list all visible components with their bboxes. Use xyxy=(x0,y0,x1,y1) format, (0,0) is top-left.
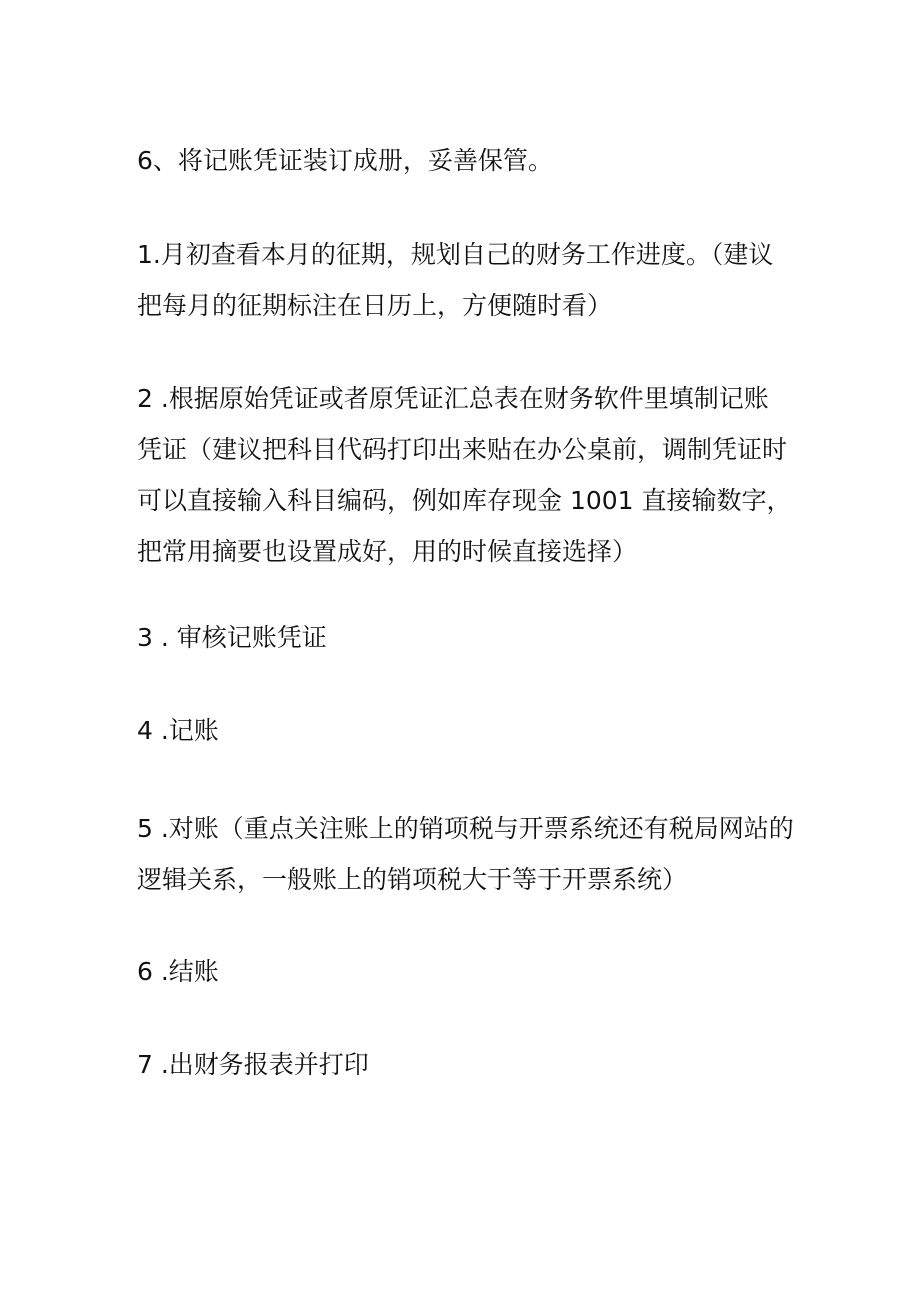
paragraph-1-monthly-tax-period xyxy=(137,229,797,331)
text-line: 可以直接输入科目编码，例如库存现金 1001 直接输数字， xyxy=(137,486,792,515)
paragraph-7-financial-statements xyxy=(137,1039,797,1090)
paragraph-5-reconcile xyxy=(137,803,797,905)
paragraph-4-bookkeeping xyxy=(137,705,797,756)
paragraph-6-close-books xyxy=(137,946,797,997)
paragraph-step6-bind-vouchers xyxy=(137,135,797,186)
text-line: 7 .出财务报表并打印 xyxy=(137,1050,369,1079)
text-line: 逻辑关系，一般账上的销项税大于等于开票系统） xyxy=(137,865,688,894)
paragraph-3-review-vouchers xyxy=(137,612,797,663)
text-line: 3 . 审核记账凭证 xyxy=(137,623,327,652)
text-line: 2 .根据原始凭证或者原凭证汇总表在财务软件里填制记账 xyxy=(137,384,769,413)
text-line: 5 .对账（重点关注账上的销项税与开票系统还有税局网站的 xyxy=(137,814,794,843)
paragraph-2-fill-vouchers xyxy=(137,373,797,577)
text-line: 4 .记账 xyxy=(137,716,219,745)
text-line: 凭证（建议把科目代码打印出来贴在办公桌前，调制凭证时 xyxy=(137,435,788,464)
text-line: 6 .结账 xyxy=(137,957,219,986)
text-line: 把每月的征期标注在日历上，方便随时看） xyxy=(137,291,613,320)
text-line: 把常用摘要也设置成好，用的时候直接选择） xyxy=(137,537,638,566)
text-line: 1.月初查看本月的征期，规划自己的财务工作进度。（建议 xyxy=(137,240,774,269)
text-line: 6、将记账凭证装订成册，妥善保管。 xyxy=(137,146,553,175)
